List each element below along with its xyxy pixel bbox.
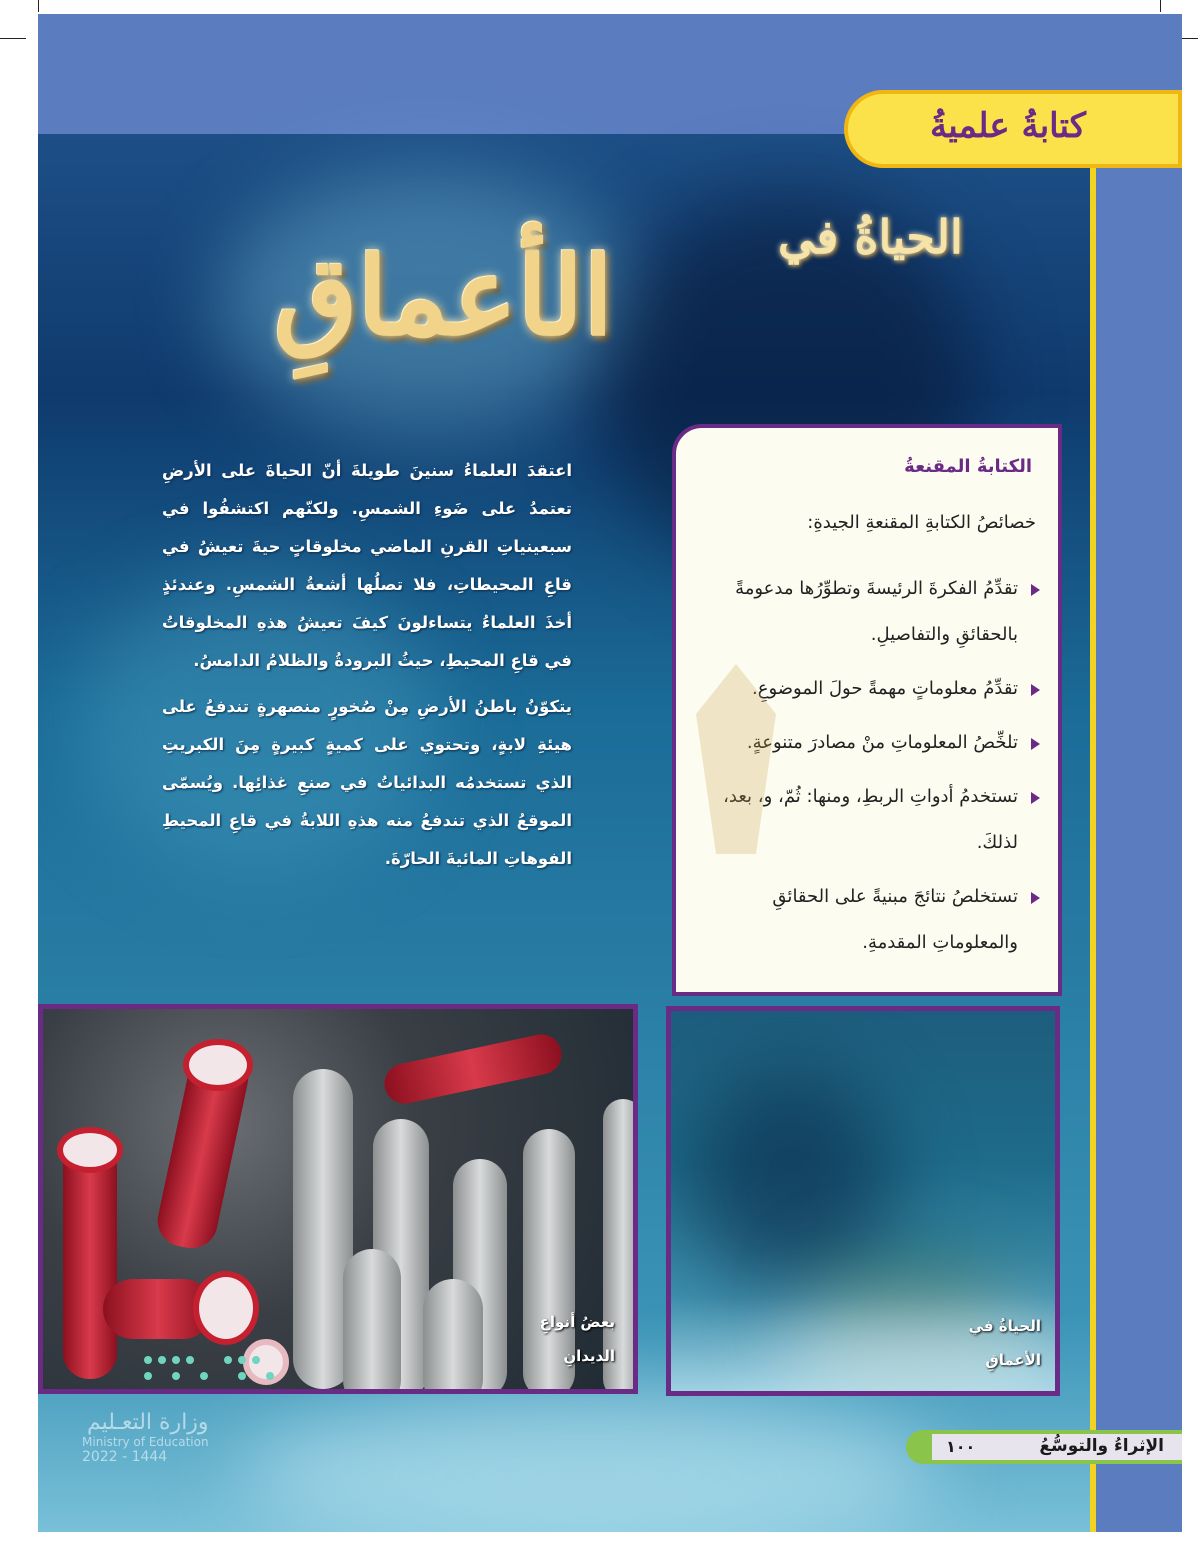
- triangle-bullet-icon: [1031, 892, 1040, 904]
- box-intro: خصائصُ الكتابةِ المقنعةِ الجيدةِ:: [807, 512, 1036, 533]
- textbook-page: [38, 14, 1182, 1532]
- tube-worm: [343, 1249, 401, 1394]
- article-paragraph-2: يتكوّنُ باطنُ الأرضِ مِنْ صُخورٍ منصهرةٍ تندفعُ على هيئةِ لابةٍ، وتحتوي على كميةٍ كبيرةٍ مِنَ الكبريتِ الذي تستخدمُه البدائياتُ ﻓﻲ صنعِ غذائِها. ويُسمّى الموقعُ الذي تندفعُ منه هذهِ اللابةُ ﻓﻲ قاعِ المحيطِ الفوهاتِ المائيةَ الحارّةَ.: [162, 697, 572, 868]
- tube-worm-opening: [193, 1271, 259, 1345]
- footer-label-box: [932, 1434, 1182, 1460]
- list-item: تلخِّصُ المعلوماتِ منْ مصادرَ متنوعةٍ.: [696, 720, 1040, 766]
- triangle-bullet-icon: [1031, 738, 1040, 750]
- rock-shadow: [691, 1071, 891, 1291]
- tube-worms-caption: بعضُ أنواعِ الديدانِ: [539, 1313, 615, 1365]
- crop-mark: [38, 0, 39, 12]
- tube-worm-opening: [183, 1039, 253, 1091]
- crop-mark: [0, 38, 26, 39]
- tube-worm: [423, 1279, 483, 1394]
- red-tube-worm: [63, 1139, 117, 1379]
- footer-section-label: الإثراءُ والتوسُّعُ: [1039, 1436, 1164, 1456]
- triangle-bullet-icon: [1031, 584, 1040, 596]
- article-paragraph-1: اعتقدَ العلماءُ سنينَ طويلةَ أنّ الحياةَ على الأرضِ تعتمدُ على ضَوءِ الشمسِ. ولكنّهم اكتشفُوا ﻓﻲ سبعينياتِ القرنِ الماضي مخلوقاتٍ حيةَ تعيشُ ﻓﻲ قاعِ المحيطاتِ، فلا تصلُها أشعةُ الشمسِ. وعندئذٍ أخذَ العلماءُ يتساءلونَ كيفَ تعيشُ هذهِ المخلوقاتُ ﻓﻲ قاعِ المحيطِ، حيثُ البرودةُ والظلامُ الدامسُ.: [162, 461, 572, 670]
- triangle-bullet-icon: [1031, 684, 1040, 696]
- list-item: تقدِّمُ معلوماتٍ مهمةً حولَ الموضوعِ.: [696, 666, 1040, 712]
- vision-logo-dots: [144, 1346, 274, 1396]
- box-title: الكتابةُ المقنعةُ: [904, 456, 1032, 477]
- seafloor-light: [238, 1394, 938, 1532]
- list-item: تقدِّمُ الفكرةَ الرئيسةَ وتطوِّرُها مدعومةً بالحقائقِ والتفاصيلِ.: [696, 566, 1040, 658]
- red-tube-worm: [381, 1031, 565, 1108]
- section-header-tab: [844, 90, 1182, 168]
- list-item: تستخلصُ نتائجَ مبنيةً على الحقائقِ والمعلوماتِ المقدمةِ.: [696, 874, 1040, 966]
- list-item: تستخدمُ أدواتِ الربطِ، ومنها: ثُمّ، و، بعد، لذلكَ.: [696, 774, 1040, 866]
- triangle-bullet-icon: [1031, 792, 1040, 804]
- deep-sea-caption: الحياةُ في الأعماقِ: [968, 1317, 1041, 1369]
- tube-worm-opening: [57, 1127, 123, 1173]
- hero-title-line1: الحياةُ ﻓﻲ: [778, 210, 963, 264]
- article-text: [162, 452, 572, 886]
- deep-sea-photo: [666, 1006, 1060, 1396]
- ministry-watermark: وزارة التعـليم Ministry of Education 2022 - 1444: [82, 1410, 209, 1465]
- tube-worms-photo: [38, 1004, 638, 1394]
- section-title: كتابةُ علميةُ: [929, 106, 1086, 146]
- crop-mark: [1160, 0, 1161, 12]
- side-color-band: [1096, 164, 1182, 1532]
- watermark-logo: [676, 654, 796, 874]
- page-number: ١٠٠: [946, 1437, 976, 1456]
- hero-title-line2: الأعماقِ: [274, 234, 614, 360]
